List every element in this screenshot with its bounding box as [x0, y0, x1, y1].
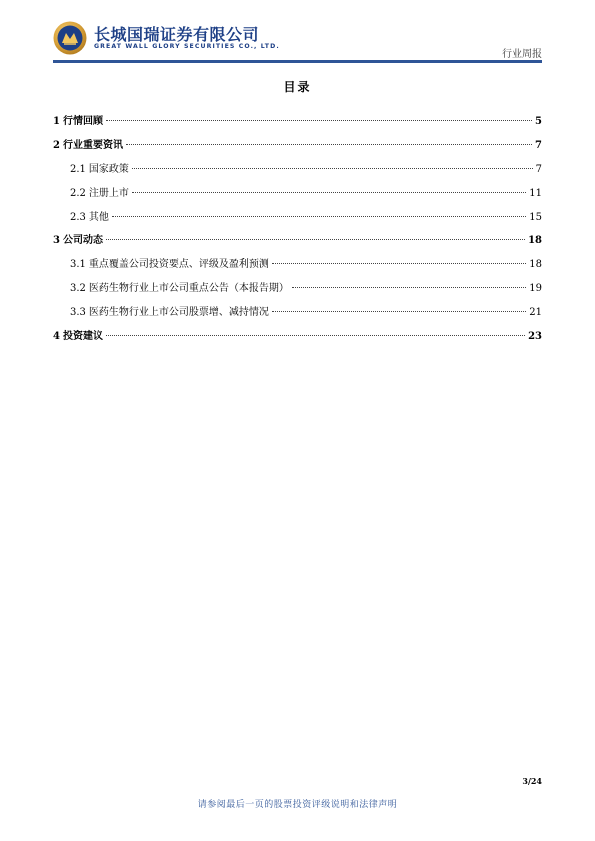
toc-entry-2[interactable] [53, 134, 542, 158]
toc-leader-dots [106, 239, 525, 240]
toc-entry-text: 医药生物行业上市公司股票增、减持情况 [88, 307, 269, 319]
toc-entry-number: 3 [53, 235, 60, 247]
table-of-contents [53, 110, 542, 349]
toc-entry-number: 2 [53, 139, 60, 151]
toc-entry-page: 21 [529, 307, 542, 319]
toc-entry-1[interactable] [53, 110, 542, 134]
toc-entry-page: 19 [529, 283, 542, 295]
toc-entry-text: 医药生物行业上市公司重点公告（本报告期） [88, 283, 289, 295]
toc-entry-number: 2.3 [70, 211, 86, 223]
toc-entry-number: 2.2 [70, 187, 86, 199]
toc-entry-3-1[interactable] [53, 253, 542, 277]
toc-leader-dots [126, 144, 532, 145]
toc-leader-dots [106, 335, 525, 336]
toc-entry-4[interactable] [53, 325, 542, 349]
company-name-cn: 长城国瑞证券有限公司 [94, 25, 260, 44]
toc-entry-page: 7 [535, 139, 542, 151]
toc-entry-page: 18 [528, 235, 542, 247]
footer-disclaimer-link: 请参阅最后一页的股票投资评级说明和法律声明 [197, 800, 398, 810]
toc-entry-text: 公司动态 [62, 235, 103, 247]
toc-leader-dots [132, 192, 526, 193]
toc-entry-2-1[interactable] [53, 158, 542, 182]
toc-entry-number: 3.2 [70, 283, 86, 295]
toc-leader-dots [106, 120, 532, 121]
header-rule [53, 60, 542, 63]
toc-entry-number: 2.1 [70, 163, 86, 175]
toc-entry-text: 重点覆盖公司投资要点、评级及盈利预测 [88, 259, 269, 271]
toc-entry-page: 11 [529, 187, 542, 199]
toc-leader-dots [272, 263, 526, 264]
toc-leader-dots [292, 287, 526, 288]
toc-entry-text: 国家政策 [88, 163, 129, 175]
toc-entry-number: 1 [53, 116, 60, 127]
page-number: 3/24 [522, 776, 542, 786]
toc-leader-dots [272, 311, 526, 312]
report-type: 行业周报 [502, 49, 542, 60]
toc-entry-text: 行业重要资讯 [62, 139, 123, 151]
toc-entry-text: 其他 [88, 211, 109, 223]
toc-entry-3-2[interactable] [53, 277, 542, 301]
toc-leader-dots [112, 216, 526, 217]
toc-entry-page: 15 [529, 211, 542, 223]
toc-entry-page: 7 [535, 163, 542, 175]
toc-entry-page: 23 [528, 331, 542, 343]
company-name-en: GREAT WALL GLORY SECURITIES CO., LTD. [94, 43, 280, 50]
toc-entry-page: 5 [535, 116, 542, 127]
toc-entry-number: 3.1 [70, 259, 86, 271]
toc-entry-text: 投资建议 [62, 331, 103, 343]
toc-entry-2-2[interactable] [53, 182, 542, 206]
toc-title: 目录 [283, 80, 312, 94]
toc-entry-text: 注册上市 [88, 187, 129, 199]
toc-entry-number: 3.3 [70, 307, 86, 319]
toc-entry-3[interactable] [53, 229, 542, 253]
toc-entry-text: 行情回顾 [62, 116, 103, 127]
toc-leader-dots [132, 168, 533, 169]
company-logo-icon [53, 21, 87, 55]
toc-entry-2-3[interactable] [53, 206, 542, 230]
toc-entry-page: 18 [529, 259, 542, 271]
toc-entry-3-3[interactable] [53, 301, 542, 325]
toc-entry-number: 4 [53, 331, 60, 343]
